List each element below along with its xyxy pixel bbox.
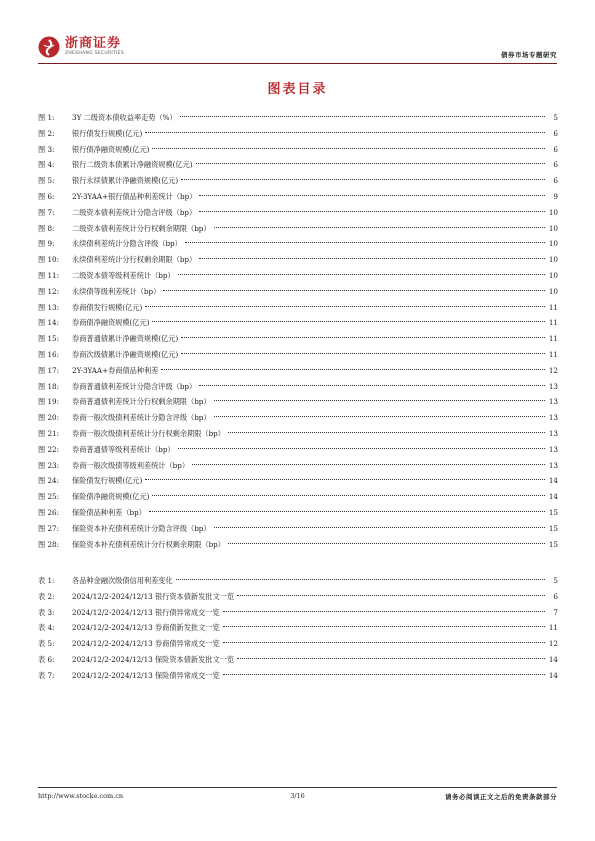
figure-entry[interactable] [38, 363, 558, 379]
entry-label: 图 13: [38, 302, 60, 312]
dot-leader [214, 400, 545, 401]
dot-leader [181, 337, 545, 338]
entry-title: 2024/12/2-2024/12/13 保险资本债新发批文一览 [72, 654, 235, 664]
entry-label: 图 23: [38, 460, 60, 470]
dot-leader [223, 626, 545, 627]
zheshang-logo-icon [38, 36, 60, 58]
entry-page: 6 [553, 160, 558, 170]
footer-url[interactable]: http://www.stocke.com.cn [38, 792, 124, 800]
dot-leader [237, 658, 545, 659]
entry-title: 券商一般次级债利差统计分隐含评级（bp） [72, 413, 211, 423]
figure-entry[interactable] [38, 331, 558, 347]
entry-page: 11 [548, 334, 558, 344]
brand-name-en: ZHESHANG SECURITIES [65, 51, 124, 56]
entry-title: 券商债净融资规模(亿元) [72, 318, 150, 328]
entry-page: 5 [553, 113, 558, 122]
entry-title: 2024/12/2-2024/12/13 券商债异常成交一览 [72, 639, 220, 649]
figure-entry[interactable] [38, 505, 558, 521]
entry-label: 图 12: [38, 286, 60, 296]
entry-label: 图 20: [38, 413, 60, 423]
entry-title: 保险资本补充债利差统计分隐含评级（bp） [72, 523, 211, 533]
dot-leader [178, 448, 545, 449]
entry-label: 图 25: [38, 492, 60, 502]
entry-page: 13 [548, 397, 558, 407]
entry-title: 银行二级资本债累计净融资规模(亿元) [72, 160, 193, 170]
entry-title: 券商普通债利差统计分隐含评级（bp） [72, 381, 197, 391]
disclaimer-note: 请务必阅读正文之后的免责条款部分 [445, 793, 557, 801]
entry-title: 保险资本补充债利差统计分行权剩余期限（bp） [72, 539, 225, 549]
entry-title: 银行永续债累计净融资规模(亿元) [72, 176, 179, 186]
figure-entry[interactable] [38, 126, 558, 142]
figure-entry[interactable] [38, 410, 558, 426]
entry-title: 二级资本债利差统计分行权剩余期限（bp） [72, 223, 211, 233]
entry-page: 10 [548, 270, 558, 280]
footer-divider [38, 787, 557, 788]
entry-label: 表 6: [38, 654, 55, 664]
entry-label: 图 9: [38, 239, 55, 249]
entry-page: 14 [548, 670, 558, 680]
table-entry[interactable] [38, 652, 558, 668]
dot-leader [152, 148, 545, 149]
figure-entry[interactable] [38, 221, 558, 237]
entry-label: 图 14: [38, 318, 60, 328]
entry-page: 13 [548, 413, 558, 423]
entry-label: 图 27: [38, 523, 60, 533]
figure-entry[interactable] [38, 268, 558, 284]
entry-label: 图 19: [38, 397, 60, 407]
entry-page: 13 [548, 428, 558, 438]
entry-label: 图 1: [38, 113, 55, 122]
dot-leader [181, 179, 545, 180]
entry-title: 2Y-3YAA+券商债品种利差 [72, 365, 159, 375]
brand-logo [38, 36, 124, 58]
entry-title: 券商一般次级债利差统计分行权剩余期限（bp） [72, 428, 225, 438]
entry-title: 保险债净融资规模(亿元) [72, 492, 150, 502]
figure-entry[interactable] [38, 252, 558, 268]
entry-page: 12 [548, 365, 558, 375]
dot-leader [214, 416, 545, 417]
entry-label: 图 2: [38, 128, 55, 138]
dot-leader [196, 163, 545, 164]
figure-entry[interactable] [38, 189, 558, 205]
figure-entry[interactable] [38, 173, 558, 189]
dot-leader [228, 432, 545, 433]
dot-leader [223, 674, 545, 675]
entry-title: 永续债等级利差统计（bp） [72, 286, 161, 296]
figure-entry[interactable] [38, 379, 558, 395]
table-entry[interactable] [38, 620, 558, 636]
entry-page: 10 [548, 255, 558, 265]
entry-page: 5 [553, 576, 558, 585]
entry-title: 券商一般次级债等级利差统计（bp） [72, 460, 190, 470]
entry-label: 表 1: [38, 576, 55, 585]
entry-title: 券商次级债累计净融资规模(亿元) [72, 349, 179, 359]
entry-title: 券商普通债利差统计分行权剩余期限（bp） [72, 397, 211, 407]
entry-title: 永续债利差统计分隐含评级（bp） [72, 239, 182, 249]
entry-title: 2024/12/2-2024/12/13 券商债新发批文一览 [72, 623, 220, 633]
dot-leader [185, 242, 545, 243]
entry-page: 11 [548, 349, 558, 359]
entry-title: 券商普通债等级利差统计（bp） [72, 444, 175, 454]
dot-leader [223, 642, 545, 643]
entry-page: 15 [548, 539, 558, 549]
figure-entry[interactable] [38, 284, 558, 300]
toc-title: 图表目录 [267, 82, 328, 97]
figure-entry[interactable] [38, 458, 558, 474]
entry-label: 表 2: [38, 591, 55, 601]
entry-title: 3Y 二级资本债收益率走势（%） [72, 113, 177, 122]
dot-leader [192, 464, 545, 465]
dot-leader [180, 116, 545, 117]
entry-label: 图 17: [38, 365, 60, 375]
entry-label: 表 3: [38, 607, 55, 617]
entry-title: 券商债发行规模(亿元) [72, 302, 143, 312]
dot-leader [149, 511, 545, 512]
entry-title: 保险债品种利差（bp） [72, 507, 146, 517]
table-entry[interactable] [38, 589, 558, 605]
table-entry[interactable] [38, 605, 558, 621]
report-type: 债券市场专题研究 [501, 51, 557, 59]
entry-label: 图 22: [38, 444, 60, 454]
entry-title: 二级资本债利差统计分隐含评级（bp） [72, 207, 197, 217]
dot-leader [199, 385, 545, 386]
dot-leader [178, 274, 545, 275]
table-entry[interactable] [38, 668, 558, 684]
entry-page: 7 [553, 607, 558, 617]
dot-leader [199, 258, 545, 259]
figure-entry[interactable] [38, 157, 558, 173]
entry-label: 图 24: [38, 476, 60, 486]
dot-leader [161, 369, 545, 370]
dot-leader [181, 353, 545, 354]
entry-title: 券商普通债累计净融资规模(亿元) [72, 334, 179, 344]
entry-label: 图 6: [38, 191, 55, 201]
entry-title: 保险债发行规模(亿元) [72, 476, 143, 486]
entry-label: 图 10: [38, 255, 60, 265]
entry-title: 银行债净融资规模(亿元) [72, 144, 150, 154]
dot-leader [145, 132, 545, 133]
entry-label: 图 16: [38, 349, 60, 359]
entry-label: 图 28: [38, 539, 60, 549]
entry-title: 2024/12/2-2024/12/13 保险债异常成交一览 [72, 670, 220, 680]
figure-entry[interactable] [38, 442, 558, 458]
dot-leader [145, 479, 545, 480]
figure-entry[interactable] [38, 473, 558, 489]
entry-label: 表 4: [38, 623, 55, 633]
figure-entry[interactable] [38, 315, 558, 331]
entry-label: 图 8: [38, 223, 55, 233]
figure-entry[interactable] [38, 300, 558, 316]
entry-page: 15 [548, 507, 558, 517]
figure-entry[interactable] [38, 489, 558, 505]
figure-entry[interactable] [38, 205, 558, 221]
dot-leader [228, 543, 545, 544]
page-number: 3/16 [290, 792, 305, 800]
header-divider [38, 63, 557, 64]
entry-title: 二级资本债等级利差统计（bp） [72, 270, 175, 280]
table-entry[interactable] [38, 573, 558, 589]
entry-label: 表 7: [38, 670, 55, 680]
dot-leader [199, 195, 545, 196]
brand-name: 浙商证券 [65, 36, 122, 51]
dot-leader [163, 290, 545, 291]
dot-leader [145, 306, 545, 307]
dot-leader [223, 611, 545, 612]
entry-page: 9 [553, 191, 558, 201]
figure-entry[interactable] [38, 347, 558, 363]
figure-list [38, 110, 558, 552]
entry-page: 11 [548, 318, 558, 328]
entry-page: 13 [548, 381, 558, 391]
figure-entry[interactable] [38, 394, 558, 410]
entry-label: 图 26: [38, 507, 60, 517]
figure-entry[interactable] [38, 537, 558, 553]
dot-leader [152, 321, 545, 322]
entry-title: 银行债发行规模(亿元) [72, 128, 143, 138]
entry-page: 15 [548, 523, 558, 533]
figure-entry[interactable] [38, 236, 558, 252]
entry-page: 10 [548, 239, 558, 249]
figure-entry[interactable] [38, 426, 558, 442]
entry-page: 14 [548, 476, 558, 486]
entry-title: 各品种金融次级债信用利差变化 [72, 576, 173, 585]
entry-label: 图 15: [38, 334, 60, 344]
figure-entry[interactable] [38, 142, 558, 158]
figure-entry[interactable] [38, 521, 558, 537]
dot-leader [237, 595, 545, 596]
figure-entry[interactable] [38, 110, 558, 126]
entry-page: 13 [548, 444, 558, 454]
entry-page: 10 [548, 223, 558, 233]
entry-label: 表 5: [38, 639, 55, 649]
entry-page: 11 [548, 623, 558, 633]
entry-label: 图 4: [38, 160, 55, 170]
dot-leader [152, 495, 545, 496]
dot-leader [214, 527, 545, 528]
entry-label: 图 5: [38, 176, 55, 186]
entry-page: 6 [553, 591, 558, 601]
entry-page: 6 [553, 128, 558, 138]
table-list [38, 573, 558, 684]
page-header [38, 36, 557, 66]
dot-leader [214, 227, 545, 228]
entry-page: 6 [553, 144, 558, 154]
entry-label: 图 7: [38, 207, 55, 217]
entry-page: 11 [548, 302, 558, 312]
dot-leader [199, 211, 545, 212]
entry-page: 10 [548, 286, 558, 296]
entry-title: 2Y-3YAA+银行债品种利差统计（bp） [72, 191, 197, 201]
table-entry[interactable] [38, 636, 558, 652]
entry-label: 图 21: [38, 428, 60, 438]
dot-leader [176, 579, 545, 580]
entry-label: 图 11: [38, 270, 60, 280]
entry-page: 14 [548, 654, 558, 664]
entry-label: 图 3: [38, 144, 55, 154]
entry-title: 2024/12/2-2024/12/13 银行资本债新发批文一览 [72, 591, 235, 601]
entry-page: 6 [553, 176, 558, 186]
entry-page: 10 [548, 207, 558, 217]
entry-title: 2024/12/2-2024/12/13 银行债异常成交一览 [72, 607, 220, 617]
entry-title: 永续债利差统计分行权剩余期限（bp） [72, 255, 197, 265]
entry-label: 图 18: [38, 381, 60, 391]
entry-page: 12 [548, 639, 558, 649]
entry-page: 14 [548, 492, 558, 502]
entry-page: 13 [548, 460, 558, 470]
